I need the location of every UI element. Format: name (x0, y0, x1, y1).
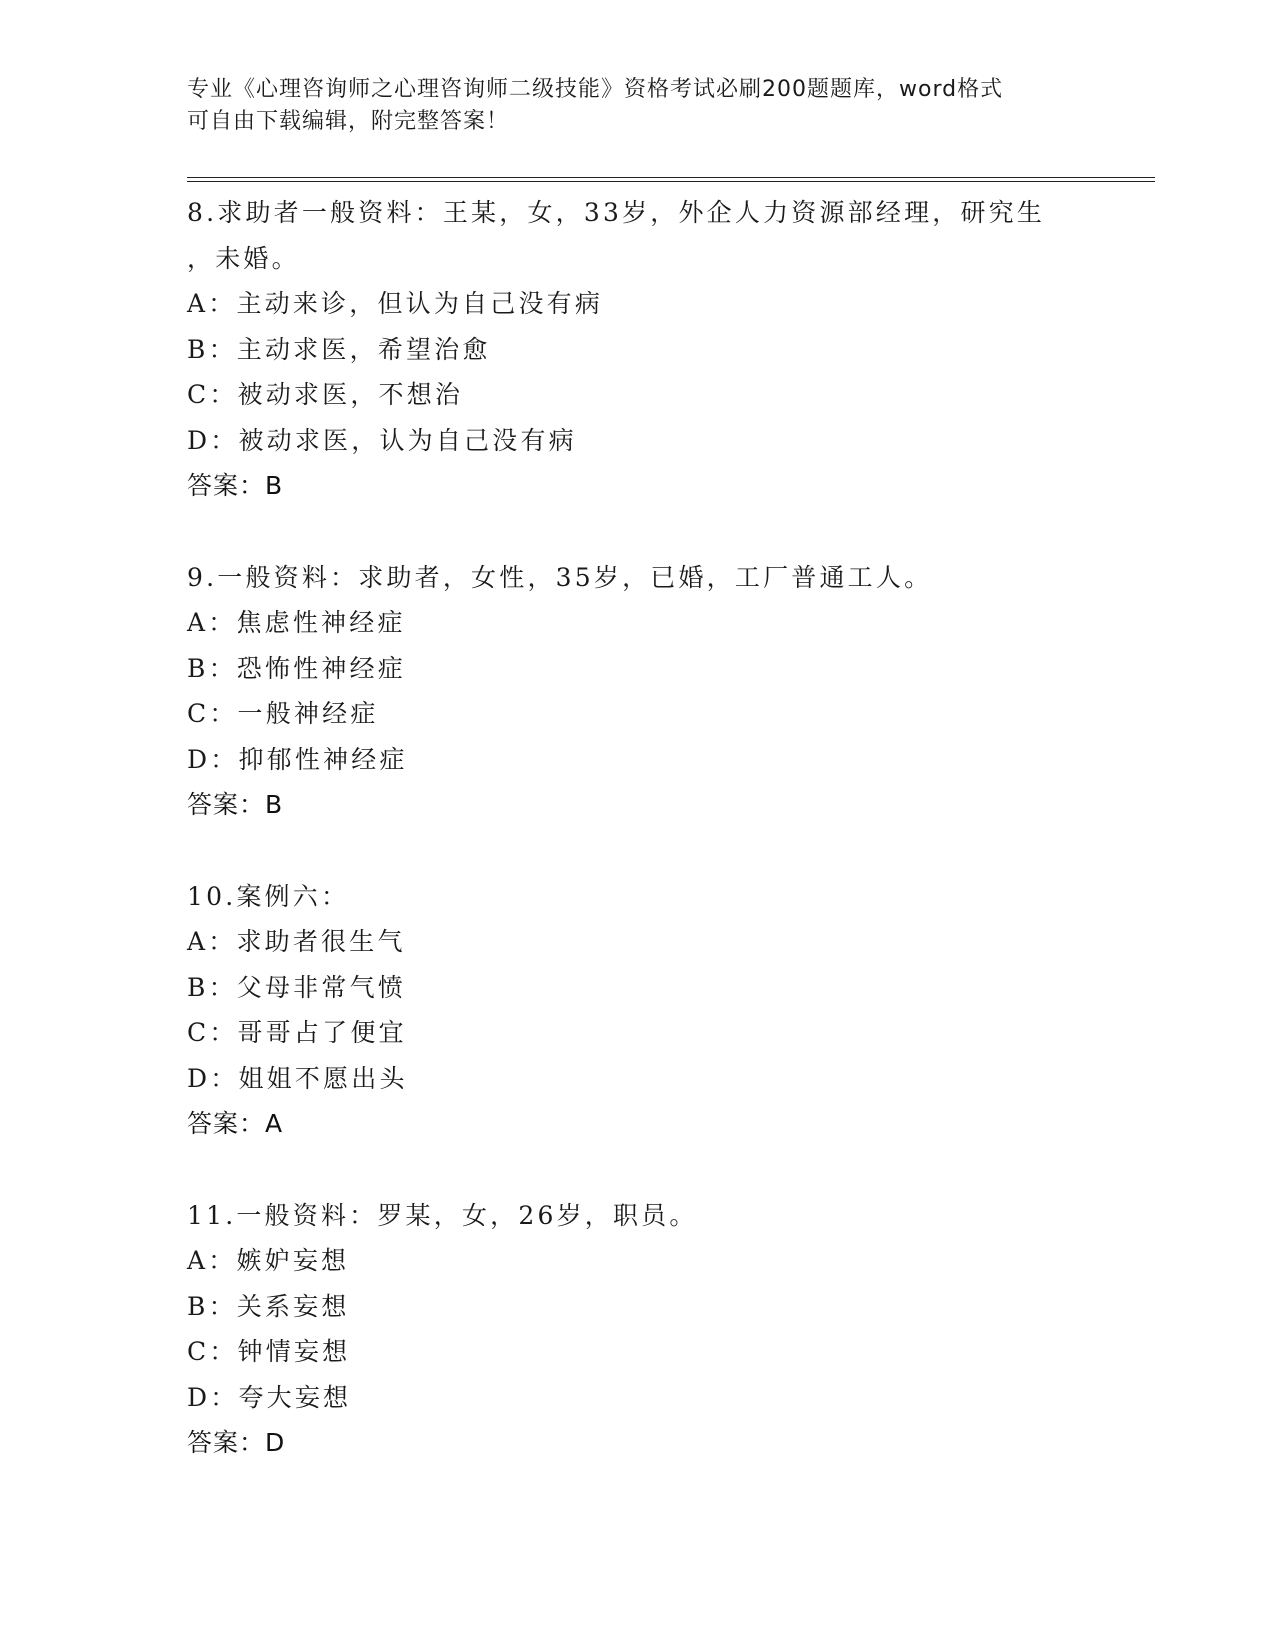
answer-line: 答案：B (187, 471, 284, 500)
header-divider-bottom (187, 181, 1155, 182)
option-c: C：哥哥占了便宜 (187, 1018, 407, 1047)
question-10 (187, 874, 1107, 1147)
document-header (187, 74, 1087, 138)
answer-line: 答案：B (187, 790, 284, 819)
header-line-2: 可自由下载编辑，附完整答案！ (187, 109, 510, 134)
option-d: D：被动求医，认为自己没有病 (187, 425, 577, 455)
option-a: A：求助者很生气 (187, 927, 406, 956)
answer-line: 答案：D (187, 1428, 286, 1457)
question-stem: 8.求助者一般资料：王某，女，33岁，外企人力资源部经理，研究生 (187, 198, 1046, 227)
option-b: B：主动求医，希望治愈 (187, 334, 491, 364)
option-a: A：嫉妒妄想 (187, 1246, 350, 1275)
option-c: C：钟情妄想 (187, 1337, 351, 1366)
option-d: D：抑郁性神经症 (187, 744, 408, 774)
question-11 (187, 1193, 1107, 1466)
header-divider-top (187, 177, 1155, 178)
question-stem: 10.案例六： (187, 881, 350, 911)
question-9 (187, 555, 1107, 828)
option-a: A：主动来诊，但认为自己没有病 (187, 289, 604, 318)
question-stem-continued: ，未婚。 (187, 243, 300, 273)
header-line-1: 专业《心理咨询师之心理咨询师二级技能》资格考试必刷200题题库，word格式 (187, 77, 1004, 102)
option-c: C：一般神经症 (187, 699, 379, 728)
question-stem: 9.一般资料：求助者，女性，35岁，已婚，工厂普通工人。 (187, 562, 933, 592)
option-c: C：被动求医，不想治 (187, 380, 464, 409)
option-d: D：夸大妄想 (187, 1382, 352, 1412)
question-list (187, 190, 1107, 1512)
option-a: A：焦虑性神经症 (187, 608, 406, 637)
option-d: D：姐姐不愿出头 (187, 1063, 408, 1093)
option-b: B：关系妄想 (187, 1291, 350, 1321)
option-b: B：恐怖性神经症 (187, 653, 406, 683)
question-8 (187, 190, 1107, 509)
option-b: B：父母非常气愤 (187, 972, 406, 1002)
question-stem: 11.一般资料：罗某，女，26岁，职员。 (187, 1200, 698, 1230)
answer-line: 答案：A (187, 1109, 284, 1138)
